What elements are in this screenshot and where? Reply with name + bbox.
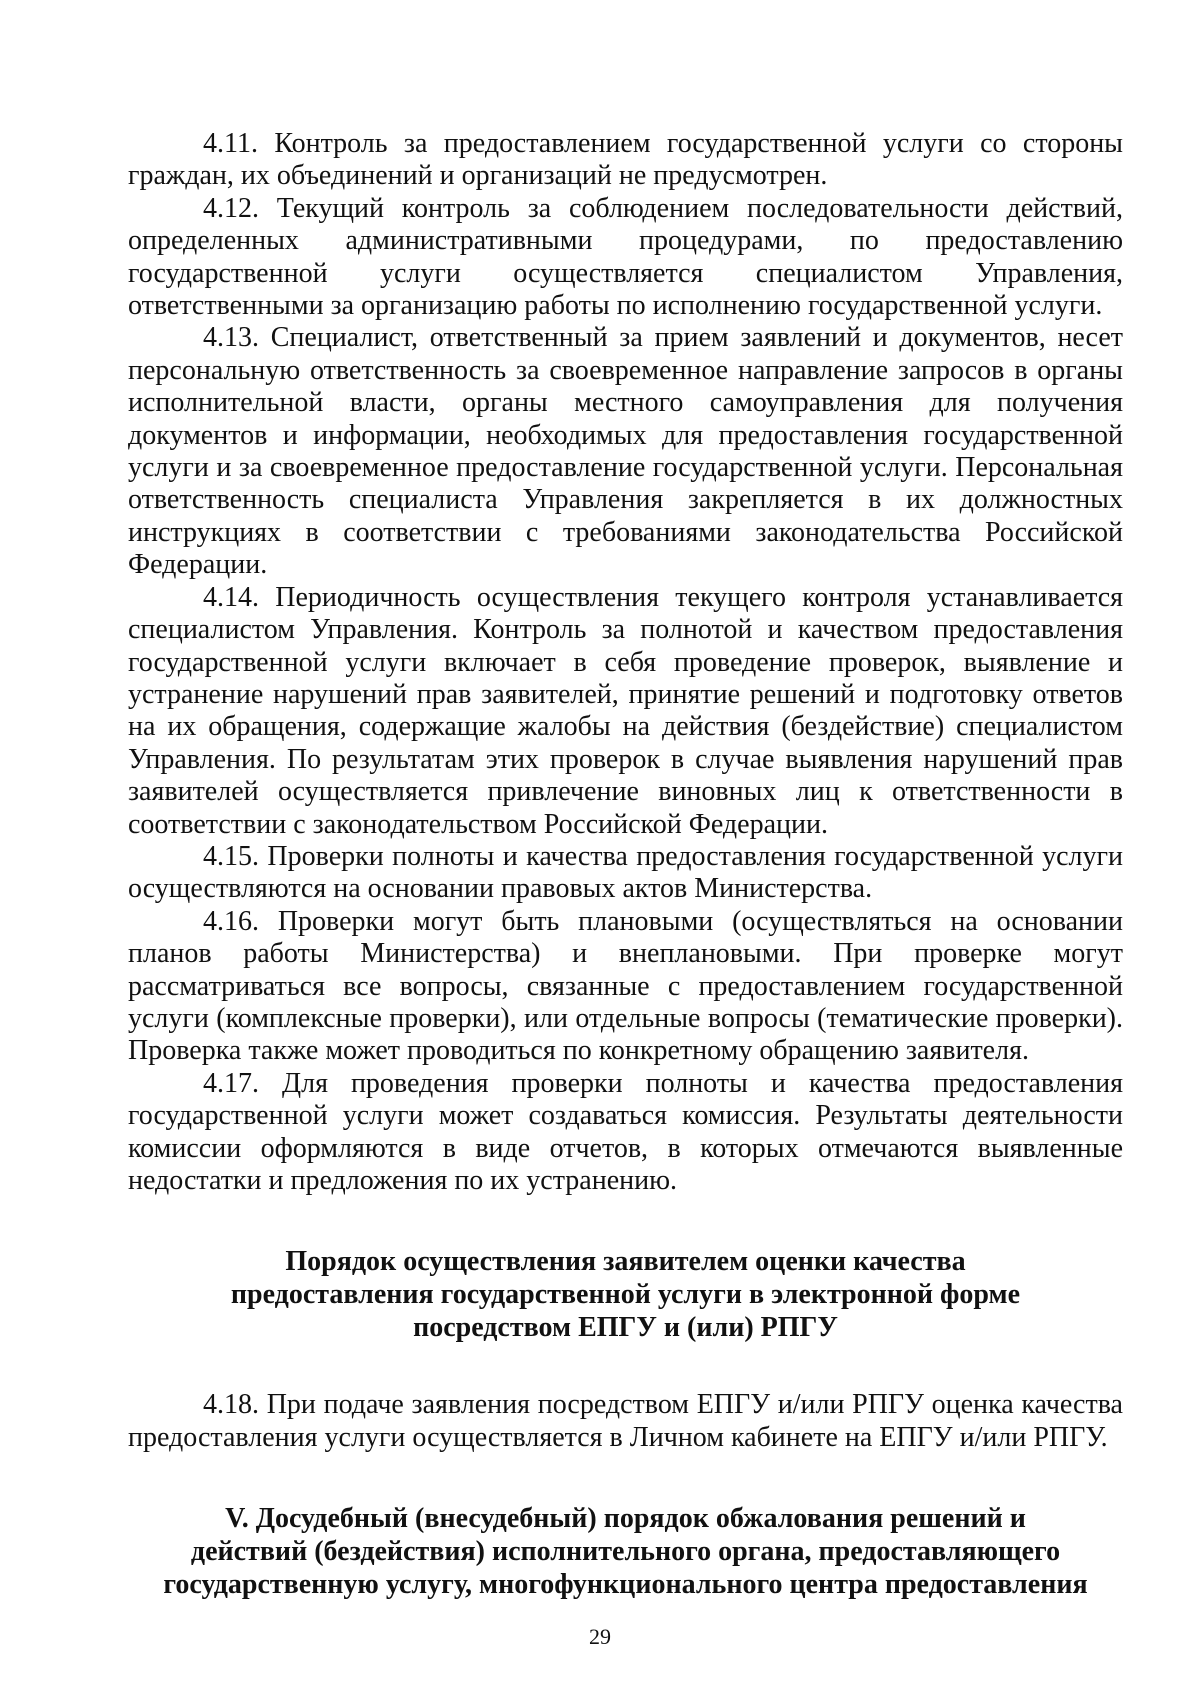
- paragraph-4-13: 4.13. Специалист, ответственный за прием заявлений и документов, несет персональную ответственность за своевременное направление запросов в органы исполнительной власти, органы местного самоуправления для получения документов и информации, необходимых для предоставления государственной услуги и за своевременное предоставление государственной услуги. Персональная ответственность специалиста Управления закрепляется в их должностных инструкциях в соответствии с требованиями законодательства Российской Федерации.: [128, 322, 1123, 581]
- paragraph-4-17: 4.17. Для проведения проверки полноты и качества предоставления государственной услуги может создаваться комиссия. Результаты деятельности комиссии оформляются в виде отчетов, в которых отмечаются выявленные недостатки и предложения по их устранению.: [128, 1067, 1123, 1196]
- paragraph-4-15: 4.15. Проверки полноты и качества предоставления государственной услуги осуществляются на основании правовых актов Министерства.: [128, 840, 1123, 905]
- paragraph-4-18: 4.18. При подаче заявления посредством ЕПГУ и/или РПГУ оценка качества предоставления услуги осуществляется в Личном кабинете на ЕПГУ и/или РПГУ.: [128, 1389, 1123, 1453]
- paragraph-4-14: 4.14. Периодичность осуществления текущего контроля устанавливается специалистом Управления. Контроль за полнотой и качеством предоставления государственной услуги включает в себя проведение проверок, выявление и устранение нарушений прав заявителей, принятие решений и подготовку ответов на их обращения, содержащие жалобы на действия (бездействие) специалистом Управления. По результатам этих проверок в случае выявления нарушений прав заявителей осуществляется привлечение виновных лиц к ответственности в соответствии с законодательством Российской Федерации.: [128, 581, 1123, 840]
- document-body: [128, 128, 1123, 1601]
- heading-line: действий (бездействия) исполнительного органа, предоставляющего: [190, 1536, 1061, 1568]
- page-number: 29: [589, 1624, 611, 1649]
- paragraph-4-12: 4.12. Текущий контроль за соблюдением последовательности действий, определенных административными процедурами, по предоставлению государственной услуги осуществляется специалистом Управления, ответственными за организацию работы по исполнению государственной услуги.: [128, 192, 1123, 322]
- section-heading-quality-assessment: [128, 1245, 1123, 1344]
- section-heading-pretrial-appeal: [128, 1502, 1123, 1601]
- heading-line: посредством ЕПГУ и (или) РПГУ: [413, 1312, 838, 1344]
- paragraph-4-16: 4.16. Проверки могут быть плановыми (осуществляться на основании планов работы Министерства) и внеплановыми. При проверке могут рассматриваться все вопросы, связанные с предоставлением государственной услуги (комплексные проверки), или отдельные вопросы (тематические проверки). Проверка также может проводиться по конкретному обращению заявителя.: [128, 905, 1123, 1067]
- heading-line: Порядок осуществления заявителем оценки качества: [285, 1246, 966, 1278]
- paragraph-4-11: 4.11. Контроль за предоставлением государственной услуги со стороны граждан, их объединений и организаций не предусмотрен.: [128, 128, 1123, 192]
- heading-line: V. Досудебный (внесудебный) порядок обжалования решений и: [225, 1503, 1026, 1535]
- heading-line: государственную услугу, многофункционального центра предоставления: [163, 1569, 1088, 1601]
- heading-line: предоставления государственной услуги в электронной форме: [230, 1279, 1021, 1311]
